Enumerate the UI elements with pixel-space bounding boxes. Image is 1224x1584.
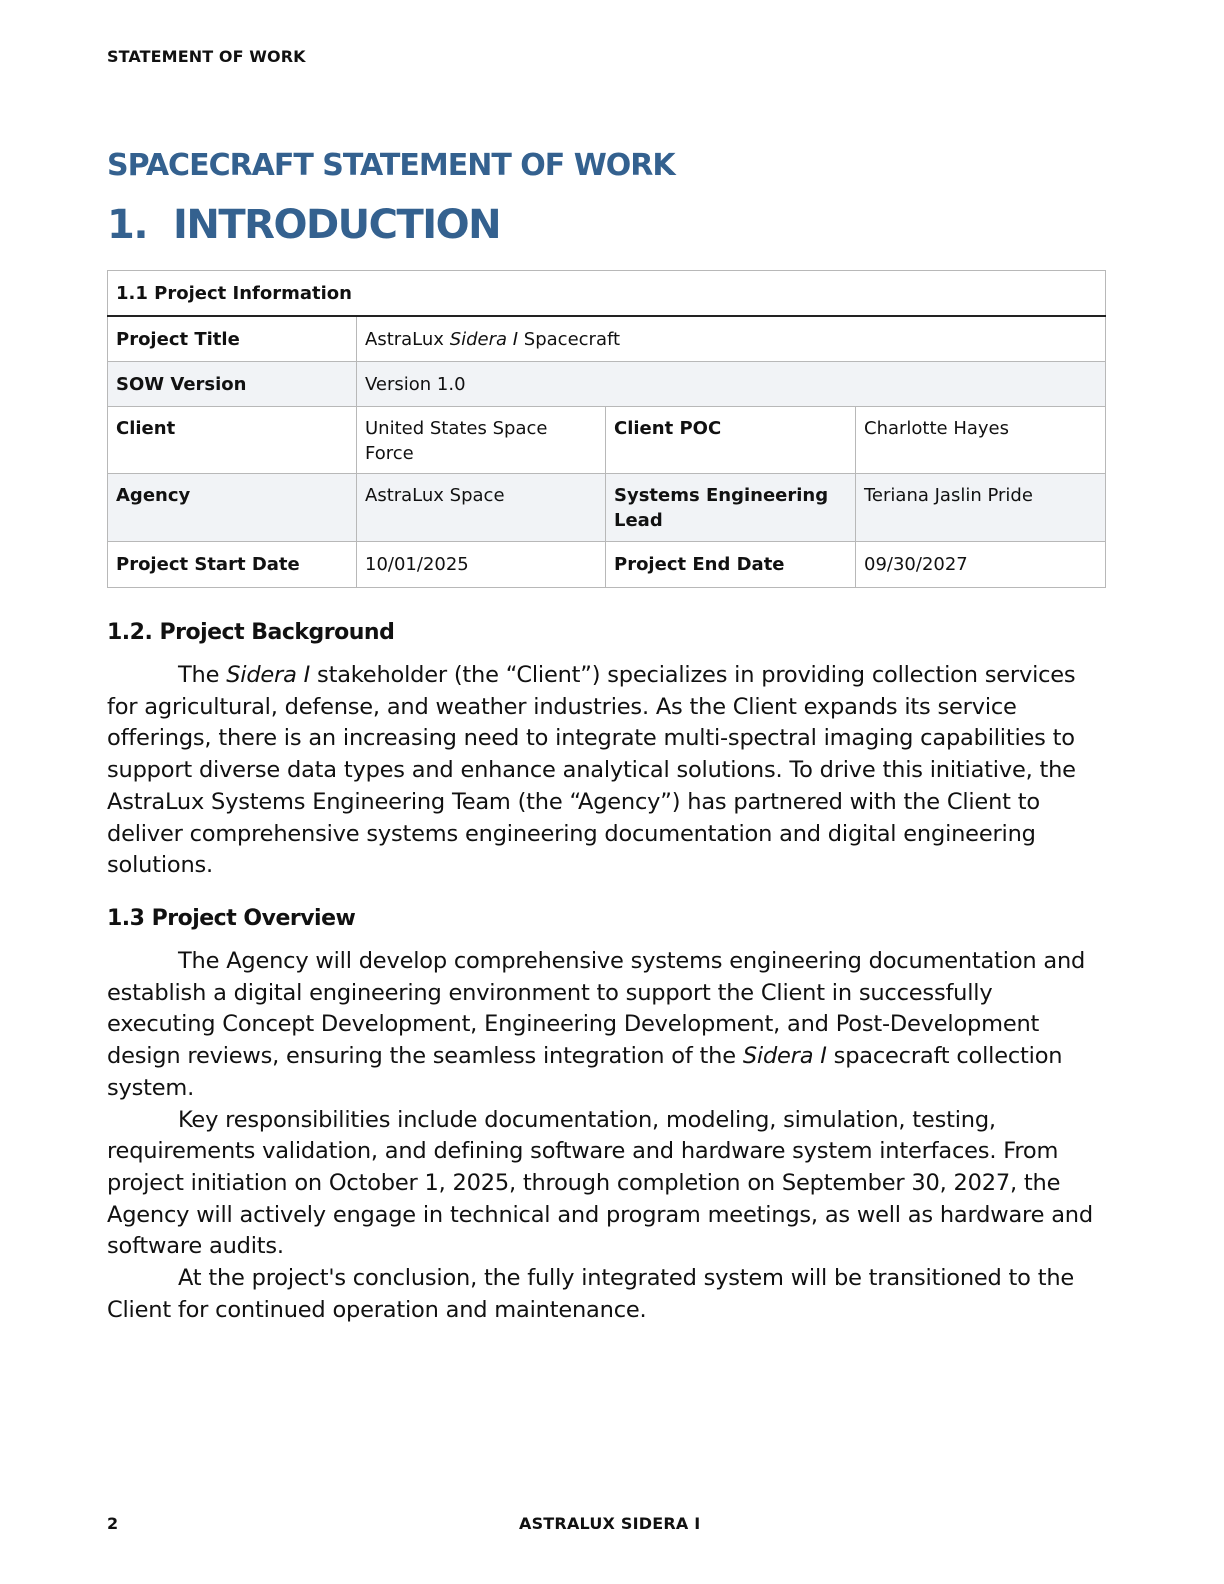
table-caption: 1.1 Project Information (108, 271, 1106, 317)
background-heading: 1.2. Project Background (107, 620, 395, 645)
start-date-value: 10/01/2025 (357, 542, 606, 588)
background-text-a: The (178, 662, 227, 688)
sow-version-value: Version 1.0 (357, 362, 1106, 407)
background-text-b: stakeholder (the “Client”) specializes in providing collection services for agricultural, defense, and weather industries. As the Client expands its service offerings, there is an increasing need to integrate multi-spectral imaging capabilities to support diverse data types and enhance analytical solutions. To drive this initiative, the AstraLux Systems Engineering Team (the “Agency”) has partnered with the Client to deliver comprehensive systems engineering documentation and digital engineering solutions. (107, 662, 1076, 879)
section-number: 1. (107, 202, 148, 248)
project-title-italic: Sidera I (449, 328, 519, 350)
project-information-table (107, 270, 1106, 588)
table-row (108, 316, 1106, 362)
overview-heading: 1.3 Project Overview (107, 906, 356, 931)
section-title: INTRODUCTION (173, 202, 501, 248)
project-title-suffix: Spacecraft (518, 328, 621, 350)
client-value: United States Space Force (357, 407, 606, 474)
project-title-prefix: AstraLux (365, 328, 450, 350)
footer-document-name: ASTRALUX SIDERA I (519, 1514, 701, 1533)
table-caption-row (108, 271, 1106, 317)
background-paragraph (107, 660, 1107, 882)
running-header: STATEMENT OF WORK (107, 47, 306, 66)
client-poc-label: Client POC (606, 407, 856, 474)
overview-paragraph-3: At the project's conclusion, the fully integrated system will be transitioned to the Client for continued operation and maintenance. (107, 1265, 1075, 1323)
agency-value: AstraLux Space (357, 474, 606, 542)
section-heading (107, 202, 500, 248)
table-row (108, 362, 1106, 407)
overview-paragraph-1 (107, 946, 1107, 1105)
end-date-value: 09/30/2027 (856, 542, 1106, 588)
overview-paragraph-2: Key responsibilities include documentation, modeling, simulation, testing, requirements validation, and defining software and hardware system interfaces. From project initiation on October 1, 2025, through completion on September 30, 2027, the Agency will actively engage in technical and program meetings, as well as hardware and software audits. (107, 1106, 1093, 1260)
background-text-italic: Sidera I (226, 662, 311, 688)
overview-text-a: The Agency will develop comprehensive systems engineering documentation and establish a digital engineering environment to support the Client in successfully executing Concept Development, Engineering Development, and Post-Development design reviews, ensuring the seamless integration of the (107, 948, 1086, 1070)
client-label: Client (108, 407, 357, 474)
project-title-label: Project Title (108, 316, 357, 362)
document-title: SPACECRAFT STATEMENT OF WORK (107, 148, 675, 183)
footer-page-number: 2 (107, 1514, 119, 1533)
table-row (108, 407, 1106, 474)
background-body (107, 660, 1107, 882)
overview-body (107, 946, 1107, 1326)
start-date-label: Project Start Date (108, 542, 357, 588)
overview-text-italic: Sidera I (742, 1043, 827, 1070)
client-poc-value: Charlotte Hayes (856, 407, 1106, 474)
project-title-value (357, 316, 1106, 362)
end-date-label: Project End Date (606, 542, 856, 588)
table-row (108, 474, 1106, 542)
overview-text-b: spacecraft collection system. (107, 1043, 1063, 1101)
sow-version-label: SOW Version (108, 362, 357, 407)
table-row (108, 542, 1106, 588)
se-lead-value: Teriana Jaslin Pride (856, 474, 1106, 542)
agency-label: Agency (108, 474, 357, 542)
se-lead-label: Systems Engineering Lead (606, 474, 856, 542)
